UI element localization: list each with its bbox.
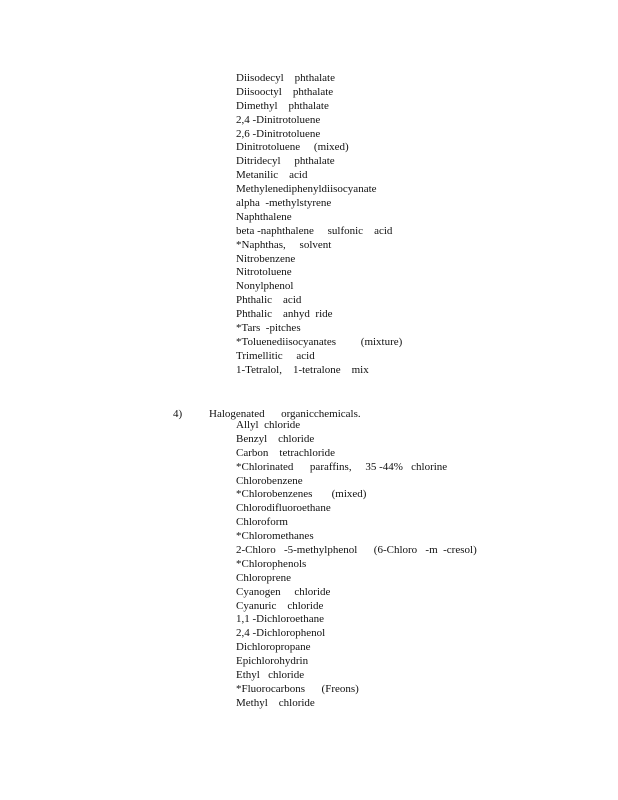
list-item: Diisooctyl phthalate: [236, 85, 334, 98]
list-item: beta -naphthalene sulfonic acid: [236, 224, 393, 237]
list-item: Benzyl chloride: [236, 432, 315, 445]
list-item: 2,4 -Dinitrotoluene: [236, 113, 321, 126]
list-item: Ditridecyl phthalate: [236, 155, 335, 168]
list-item: Phthalic anhyd ride: [236, 308, 333, 321]
list-item: Dinitrotoluene (mixed): [236, 141, 349, 154]
list-item: Chlorodifluoroethane: [236, 502, 331, 515]
list-item: Nonylphenol: [236, 280, 294, 293]
list-item: 1,1 -Dichloroethane: [236, 613, 324, 626]
list-item: Chloroprene: [236, 571, 291, 584]
list-item: *Tars -pitches: [236, 322, 301, 335]
list-item: *Toluenediisocyanates (mixture): [236, 335, 403, 348]
list-item: Methylenediphenyldiisocyanate: [236, 183, 377, 196]
list-item: Chloroform: [236, 516, 288, 529]
list-item: Diisodecyl phthalate: [236, 72, 335, 84]
list-item: Nitrobenzene: [236, 252, 296, 265]
list-item: 1-Tetralol, 1-tetralone mix: [236, 363, 369, 376]
section-number: 4): [173, 408, 183, 420]
list-item: Ethyl chloride: [236, 669, 305, 682]
section-heading: [162, 393, 361, 420]
list-item: Cyanuric chloride: [236, 599, 324, 612]
list-item: Dichloropropane: [236, 641, 311, 654]
list-item: Naphthalene: [236, 210, 292, 223]
list-item: Epichlorohydrin: [236, 655, 309, 668]
list-item: Dimethyl phthalate: [236, 99, 329, 112]
list-item: *Naphthas, solvent: [236, 238, 332, 251]
list-item: 2,4 -Dichlorophenol: [236, 627, 326, 640]
halogenated-chemical-list: [236, 419, 596, 711]
chemical-list-continued: [236, 72, 596, 378]
list-item: Metanilic acid: [236, 169, 308, 182]
section-title: Halogenated organicchemicals.: [209, 408, 361, 420]
list-item: alpha -methylstyrene: [236, 197, 332, 210]
list-item: Trimellitic acid: [236, 349, 315, 362]
list-item: Chlorobenzene: [236, 474, 303, 487]
list-item: *Chloromethanes: [236, 530, 314, 543]
list-item: Cyanogen chloride: [236, 585, 331, 598]
list-item: Nitrotoluene: [236, 266, 292, 279]
list-item: *Chlorophenols: [236, 557, 307, 570]
list-item: *Chlorinated paraffins, 35 -44% chlorine: [236, 460, 448, 473]
list-item: *Fluorocarbons (Freons): [236, 682, 359, 695]
list-item: Allyl chloride: [236, 419, 301, 431]
list-item: 2,6 -Dinitrotoluene: [236, 127, 321, 140]
list-item: Phthalic acid: [236, 294, 302, 307]
list-item: Carbon tetrachloride: [236, 446, 335, 459]
list-item: 2-Chloro -5-methylphenol (6-Chloro -m -cresol): [236, 544, 477, 557]
list-item: Methyl chloride: [236, 696, 315, 709]
list-item: *Chlorobenzenes (mixed): [236, 488, 367, 501]
